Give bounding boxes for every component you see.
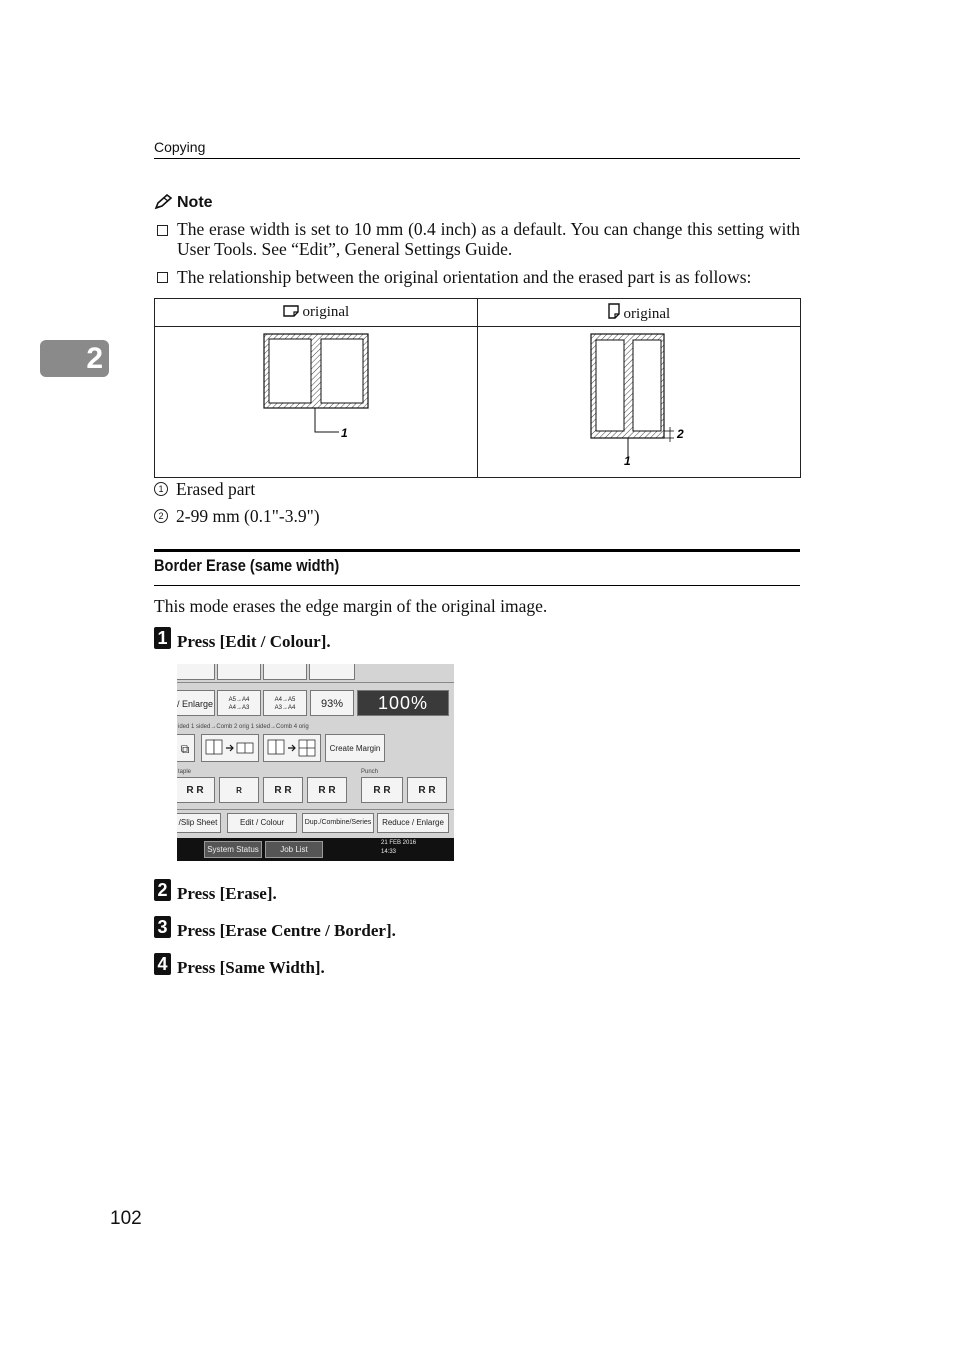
panel-button[interactable]: [217, 664, 261, 680]
legend-text: Erased part: [176, 479, 256, 499]
reduce-enlarge-button[interactable]: / Enlarge: [177, 690, 215, 716]
page-number: 102: [110, 1208, 142, 1229]
step-2-text: Press [Erase].: [177, 884, 277, 903]
date-display: 21 FEB 2016: [381, 840, 417, 846]
punch-button[interactable]: R R: [361, 777, 403, 803]
panel-divider: [177, 682, 454, 683]
landscape-diagram-cell: [155, 327, 478, 478]
comb-4-orig-button[interactable]: [263, 734, 321, 762]
dup-combine-series-tab[interactable]: Dup./Combine/Series: [302, 813, 374, 833]
callout-1: 1: [341, 426, 348, 440]
comb-2-orig-button[interactable]: [201, 734, 259, 762]
punch-button[interactable]: R R: [407, 777, 447, 803]
landscape-label: original: [302, 304, 350, 320]
legend-text: 2-99 mm (0.1"-3.9"): [176, 506, 320, 526]
duplex-label: ided 1 sided→Comb 2 orig 1 sided→Comb 4 orig: [178, 724, 309, 730]
landscape-erase-diagram: [155, 327, 477, 472]
step-number: 2: [154, 879, 171, 901]
step-number: 4: [154, 953, 171, 975]
ratio-100-button[interactable]: 100%: [357, 690, 449, 716]
portrait-label: original: [623, 305, 671, 322]
system-status-button[interactable]: System Status: [204, 841, 262, 858]
legend-item-2: [154, 506, 320, 527]
slip-sheet-tab[interactable]: /Slip Sheet: [177, 813, 221, 833]
pencil-icon: [154, 194, 174, 215]
step-1-text: Press [Edit / Colour].: [177, 632, 331, 651]
step-4-text: Press [Same Width].: [177, 958, 325, 977]
section-intro: This mode erases the edge margin of the original image.: [154, 596, 548, 616]
step-number: 1: [154, 627, 171, 649]
note-item-1: The erase width is set to 10 mm (0.4 inch) as a default. You can change this setting with User Tools. See “Edit”, General Settings Guide.: [177, 219, 800, 259]
portrait-page-icon: [608, 306, 624, 322]
legend-item-1: [154, 479, 255, 500]
punch-label: Punch: [361, 769, 379, 775]
note-item-2: The relationship between the original orientation and the erased part is as follows:: [177, 267, 752, 287]
callout-1: 1: [624, 454, 631, 468]
table-header-landscape: [155, 299, 478, 327]
job-list-button[interactable]: Job List: [265, 841, 323, 858]
section-rule: [154, 549, 800, 552]
step-3-text: Press [Erase Centre / Border].: [177, 921, 396, 940]
ratio-a5-a4-button[interactable]: A5→A4 A4→A3: [217, 690, 261, 716]
circled-number: 1: [154, 482, 168, 496]
reduce-enlarge-tab[interactable]: Reduce / Enlarge: [377, 813, 449, 833]
ratio-93-button[interactable]: 93%: [310, 690, 354, 716]
staple-label: taple: [178, 769, 192, 775]
chapter-tab: 2: [40, 340, 109, 377]
checkbox-bullet-icon: [157, 272, 168, 283]
callout-2: 2: [677, 427, 684, 441]
portrait-diagram-cell: [478, 327, 801, 478]
ratio-a4-a5-button[interactable]: A4→A5 A3→A4: [263, 690, 307, 716]
header-rule: [154, 158, 800, 159]
portrait-erase-diagram: [478, 327, 800, 472]
duplex-icon-button[interactable]: ⧉: [177, 734, 195, 762]
running-header: Copying: [154, 139, 206, 155]
panel-button[interactable]: [309, 664, 355, 680]
step-number: 3: [154, 916, 171, 938]
panel-divider: [177, 809, 454, 810]
orientation-table: [154, 298, 801, 478]
circled-number: 2: [154, 509, 168, 523]
table-header-portrait: [478, 299, 801, 327]
staple-button[interactable]: R R: [263, 777, 303, 803]
copier-control-panel: [177, 664, 454, 861]
staple-button[interactable]: R R: [177, 777, 215, 803]
create-margin-button[interactable]: Create Margin: [325, 734, 385, 762]
section-rule: [154, 585, 800, 586]
landscape-page-icon: [283, 304, 303, 320]
panel-button[interactable]: [263, 664, 307, 680]
section-title: Border Erase (same width): [154, 556, 340, 575]
staple-button[interactable]: R: [219, 777, 259, 803]
panel-button[interactable]: [177, 664, 215, 680]
note-title: Note: [177, 194, 213, 211]
time-display: 14:33: [381, 849, 397, 855]
checkbox-bullet-icon: [157, 225, 168, 236]
edit-colour-tab[interactable]: Edit / Colour: [227, 813, 297, 833]
staple-button[interactable]: R R: [307, 777, 347, 803]
